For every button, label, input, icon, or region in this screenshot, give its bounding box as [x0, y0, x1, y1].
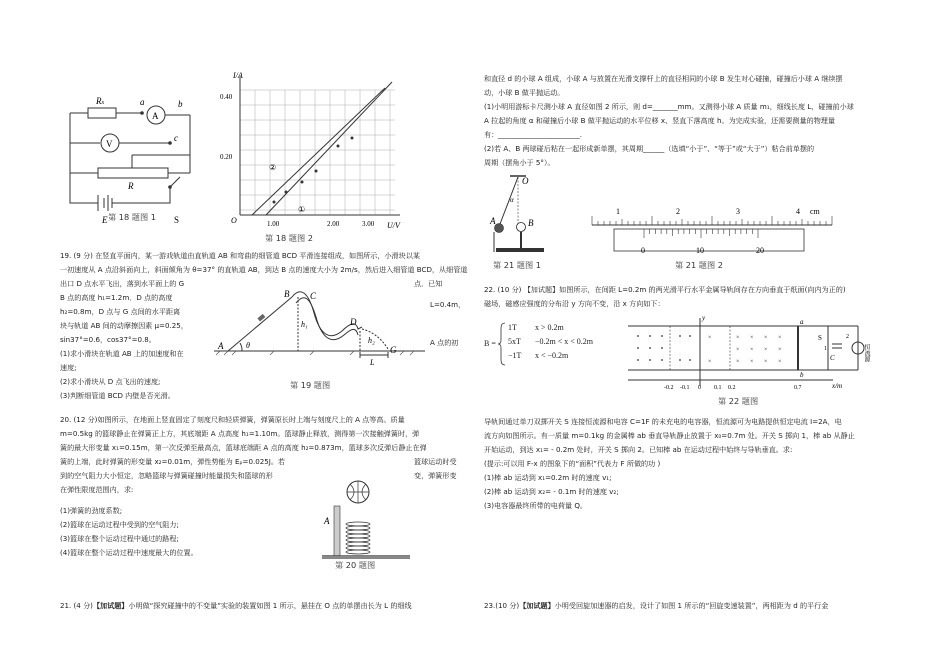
main-tick-1: 1	[616, 207, 620, 216]
fig22-tick-07: 0.7	[794, 385, 802, 391]
q22-after-5: (1)棒 ab 运动到 x₁=0.2m 时的速度 v₁;	[484, 473, 612, 482]
svg-text:×: ×	[778, 359, 782, 365]
fig22-rails	[628, 314, 888, 398]
q22-case-3-cond: x < −0.2m	[535, 351, 569, 360]
q19-left-8: (3)判断细管道 BCD 内壁是否光滑。	[60, 391, 175, 400]
q19-right-b: L=0.4m，	[430, 300, 466, 309]
svg-text:×: ×	[764, 347, 768, 353]
q21-cont-line-3: (1)小明用游标卡尺测小球 A 直径如图 2 所示，则 d=_______mm。又测得小球 A 质量 m₁，细线长度 L，碰撞前小球	[484, 102, 854, 111]
vernier-tick-0: 0	[641, 246, 645, 255]
fig22-C: C	[830, 354, 835, 362]
svg-text:×: ×	[750, 335, 754, 341]
q19-left-4: sin37°=0.6，cos37°=0.8。	[60, 335, 156, 344]
x-axis-label: U/V	[387, 221, 400, 230]
q22-line-1: 22. (10 分) 【加试题】如图所示，在间距 L=0.2m 的两光滑平行水平金属导轨间存在方向垂直于纸面(向内为正的)	[484, 285, 846, 294]
q20-sub-4: (4)篮球在整个运动过程中速度最大的位置。	[60, 548, 198, 557]
origin-label: O	[231, 216, 237, 225]
fig22-a: a	[800, 318, 804, 326]
fig19-theta: θ	[246, 341, 250, 350]
q21-start-line: 21. (4 分)【加试题】小明做“探究碰撞中的不变量”实验的装置如图 1 所示，悬挂在 O 点的单摆由长为 L 的细线	[60, 601, 412, 610]
fig22-tick-m02: -0.2	[664, 385, 674, 391]
q23-tag: 【加试题】	[519, 601, 555, 610]
label-A: A	[152, 111, 159, 121]
fig19-D: D	[350, 317, 357, 327]
q23-start-line: 23.(10 分)【加试题】小明受回旋加速器的启发，设计了如图 1 所示的“回旋变速装置”，两相距为 d 的平行金	[484, 601, 829, 610]
label-S: S	[174, 215, 180, 225]
fig22-tick-01: 0.1	[714, 385, 722, 391]
x-tick-100: 1.00	[267, 220, 280, 228]
y-axis-label: I/A	[233, 71, 243, 80]
q20-right-b: 变，弹簧形变	[414, 471, 457, 480]
q21-cont-line-2: 动，小球 B 做平抛运动。	[484, 88, 565, 97]
fig22-S: S	[818, 334, 822, 342]
q22-after-4: (提示:可以用 F-x 的图象下的“面积”代表力 F 所做的功 )	[484, 459, 661, 468]
svg-text:×: ×	[778, 335, 782, 341]
fig21-1-A: A	[490, 216, 496, 226]
q20-line-c: 在弹性限度范围内，求:	[60, 485, 134, 494]
fig21-2-vernier	[588, 205, 838, 257]
q20-line-4: 簧的上端，此时弹簧的形变量 x₂=0.01m，弹性势能为 Eₚ=0.025J。若	[60, 457, 286, 466]
curve-label-2: ②	[269, 163, 277, 172]
q22-after-1: 导轨间通过单刀双掷开关 S 连接恒流源和电容 C=1F 的未充电的电容器，恒流源可为电路提供恒定电流 I=2A，电	[484, 417, 842, 426]
q20-line-3: 簧的最大形变量 x₁=0.15m，第一次反弹至最高点，篮球底端距 A 点的高度 h₂=0.873m，篮球多次反弹后静止在弹	[60, 443, 427, 452]
q19-left-5: (1)求小滑块在轨道 AB 上的加速度和在	[60, 349, 184, 358]
label-E: E	[102, 215, 108, 225]
q21-cont-line-7: 周期（摆角小于 5°）。	[484, 158, 555, 167]
label-Rx: Rx	[96, 96, 105, 106]
fig21-1-pendulum	[490, 172, 550, 257]
fig19-B: B	[284, 289, 290, 299]
q21-cont-line-1: 和直径 d 的小球 A 组成，小球 A 与放置在光滑支撑杆上的直径相同的小球 B 发生对心碰撞，碰撞后小球 A 继续摆	[484, 74, 843, 83]
fig21-2-caption: 第 21 题图 2	[675, 260, 723, 270]
curve-label-1: ①	[298, 205, 306, 214]
fig21-1-caption: 第 21 题图 1	[493, 260, 541, 270]
label-R: R	[128, 181, 134, 191]
svg-text:×: ×	[764, 335, 768, 341]
main-unit: cm	[810, 207, 820, 216]
q19-right-c: A 点的初	[430, 338, 459, 347]
q21-cont-line-4: A 拉起的角度 α 和碰撞后小球 B 做平抛运动的水平位移 x、竖直下落高度 h。为完成实验，还需要测量的物理量	[484, 116, 835, 125]
q20-sub-2: (2)篮球在运动过程中受到的空气阻力;	[60, 520, 179, 529]
fig19-caption: 第 19 题图	[290, 380, 331, 390]
fig22-tick-02: 0.2	[728, 385, 736, 391]
svg-text:×: ×	[708, 335, 712, 341]
fig19-h1: h₁	[301, 320, 308, 329]
fig19-G: G	[390, 345, 397, 355]
q20-line-2: m=0.5kg 的篮球静止在弹簧正上方，其底端距 A 点高度 h₁=1.10m。篮球静止释放，测得第一次接触弹簧时，弹	[60, 429, 420, 438]
label-c: c	[174, 133, 178, 143]
fig19-track	[210, 283, 430, 383]
label-b: b	[178, 99, 183, 109]
svg-text:×: ×	[736, 347, 740, 353]
fig22-x: x/m	[832, 382, 843, 390]
q20-left-b: 到的空气阻力大小恒定，忽略篮球与弹簧碰撞时能量损失和篮球的形	[60, 471, 273, 480]
q20-line-1: 20. (12 分)如图所示，在地面上竖直固定了刻度尺和轻质弹簧，弹簧原长时上端与刻度尺上的 A 点等高。质量	[60, 415, 405, 424]
q20-sub-3: (3)篮球在整个运动过程中通过的路程;	[60, 534, 179, 543]
fig20-caption: 第 20 题图	[335, 560, 376, 570]
q20-sub-1: (1)弹簧的劲度系数;	[60, 506, 123, 515]
fig22-caption: 第 22 题图	[718, 396, 759, 406]
fig22-2: 2	[846, 334, 849, 340]
fig20-spring-ball	[320, 478, 420, 560]
q19-line-2: 一初速度从 A 点沿斜面向上，斜面倾角为 θ=37° 的直轨道 AB，到达 B 点的速度大小为 2m/s，然后进入细管道 BCD，从细管道	[60, 265, 468, 274]
main-tick-2: 2	[676, 207, 680, 216]
svg-text:×: ×	[736, 335, 740, 341]
q19-left-2: h₂=0.8m，D 点与 G 点间的水平距离	[60, 307, 181, 316]
q22-case-2-cond: −0.2m < x < 0.2m	[535, 337, 593, 346]
fig19-h2: h₂	[368, 336, 375, 345]
fig22-source: 恒流源	[863, 344, 869, 362]
vernier-tick-20: 20	[756, 246, 764, 255]
fig18-1-caption: 第 18 题图 1	[108, 212, 156, 222]
fig19-C: C	[310, 291, 317, 301]
label-a: a	[140, 97, 145, 107]
q22-case-2-val: 5xT	[508, 337, 521, 346]
svg-text:×: ×	[736, 359, 740, 365]
vernier-tick-10: 10	[696, 246, 704, 255]
q22-b-label: B =	[484, 339, 496, 348]
q19-left-1: B 点的高度 h₁=1.2m．D 点的高度	[60, 293, 173, 302]
main-tick-4: 4	[796, 207, 800, 216]
svg-text:×: ×	[778, 347, 782, 353]
q22-case-1-cond: x > 0.2m	[535, 323, 564, 332]
svg-text:×: ×	[708, 359, 712, 365]
q19-line-1: 19. (9 分) 在竖直平面内，某一游戏轨道由直轨道 AB 和弯曲的细管道 BCD 平滑连接组成，如图所示，小滑块以某	[60, 251, 420, 260]
label-V: V	[106, 139, 113, 149]
fig19-L: L	[370, 358, 375, 367]
svg-text:×: ×	[764, 359, 768, 365]
fig21-1-O: O	[522, 176, 529, 186]
q22-case-1-val: 1T	[508, 323, 517, 332]
svg-text:×: ×	[750, 359, 754, 365]
q21-tag: 【加试题】	[92, 601, 129, 610]
fig18-2-graph	[220, 70, 405, 230]
fig22-b: b	[800, 371, 804, 379]
fig18-2-caption: 第 18 题图 2	[265, 233, 313, 243]
q19-left-6: 速度;	[60, 363, 77, 372]
fig20-A: A	[324, 516, 330, 526]
q19-left-3: 块与轨道 AB 间的动摩擦因素 μ=0.25，	[60, 321, 188, 330]
q21-cont-line-5: 有：_______________________.	[484, 130, 583, 139]
y-tick-040: 0.40	[220, 93, 233, 101]
q21-cont-line-6: (2)若 A、B 两球碰后粘在一起形成新单摆，其周期______（选填“小于”、“等于”或“大于”）粘合前单摆的	[484, 144, 815, 153]
q19-left-7: (2)求小滑块从 D 点飞出的速度;	[60, 377, 161, 386]
main-tick-3: 3	[736, 207, 740, 216]
svg-text:×: ×	[750, 347, 754, 353]
fig22-y: y	[702, 314, 706, 322]
y-tick-020: 0.20	[220, 153, 233, 161]
fig22-1: 1	[824, 346, 827, 352]
q19-right-a: 点．已知	[414, 279, 443, 288]
x-tick-200: 2.00	[327, 220, 340, 228]
q20-right-a: 篮球运动时受	[414, 457, 457, 466]
fig22-tick-0: 0	[698, 385, 701, 391]
q19-line-3: 出口 D 点水平飞出，落到水平面上的 G	[60, 279, 185, 288]
q22-brace	[498, 322, 506, 366]
q22-case-3-val: −1T	[508, 351, 522, 360]
fig19-A: A	[218, 341, 224, 351]
q22-after-3: 开始运动，到达 x₁= - 0.2m 处时，开关 S 掷向 2。已知棒 ab 在运动过程中始终与导轨垂直。求:	[484, 445, 793, 454]
q22-after-7: (3)电容器最终所带的电荷量 Q。	[484, 501, 588, 510]
fig21-1-alpha: α	[510, 196, 514, 204]
q22-line-2: 磁场，磁感应强度的分布沿 y 方向不变，沿 x 方向如下：	[484, 299, 665, 308]
fig22-tick-m01: -0.1	[680, 385, 690, 391]
fig21-1-B: B	[528, 218, 534, 228]
q22-after-2: 流方向如图所示。有一质量 m=0.1kg 的金属棒 ab 垂直导轨静止放置于 x₀=0.7m 处。开关 S 掷向 1，棒 ab 从静止	[484, 431, 855, 440]
x-tick-300: 3.00	[362, 220, 375, 228]
q22-after-6: (2)棒 ab 运动到 x₂= - 0.1m 时的速度 v₂;	[484, 487, 619, 496]
